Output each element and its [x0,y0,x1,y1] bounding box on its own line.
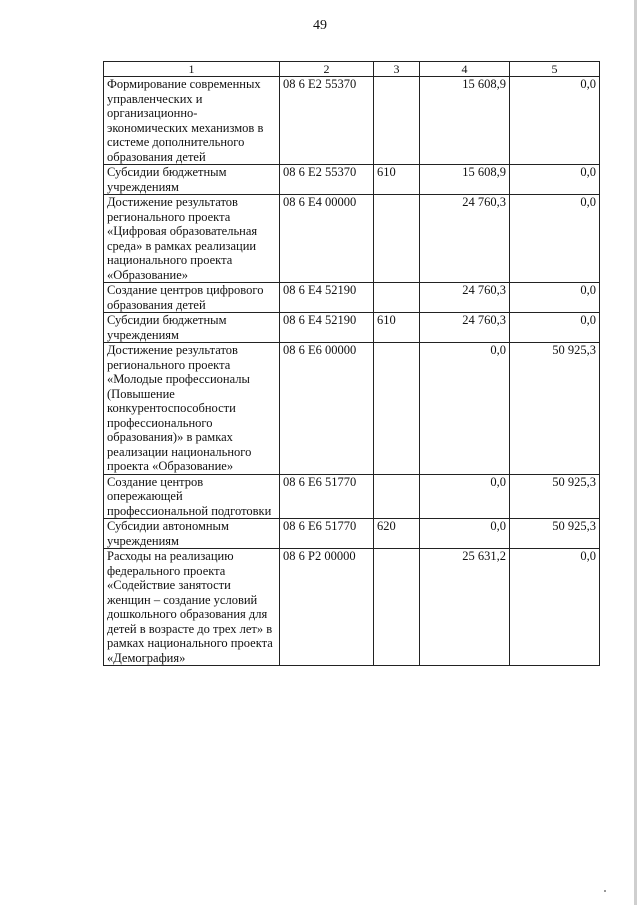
row-value-4: 0,0 [420,474,510,519]
table-row [104,549,600,666]
row-expense-type [374,343,420,475]
row-expense-type [374,283,420,313]
table-row [104,343,600,475]
row-name: Достижение результатов регионального проекта «Молодые профессионалы (Повышение конкурентоспособности профессионального образования)» в рамках реализации национального проекта «Образование» [104,343,280,475]
row-value-4: 25 631,2 [420,549,510,666]
row-name: Субсидии автономным учреждениям [104,519,280,549]
column-header-4: 4 [420,62,510,77]
row-name: Формирование современных управленческих и организационно-экономических механизмов в системе дополнительного образования детей [104,77,280,165]
row-value-5: 0,0 [510,283,600,313]
row-value-4: 24 760,3 [420,313,510,343]
table-row [104,519,600,549]
row-value-4: 0,0 [420,519,510,549]
row-expense-type [374,549,420,666]
budget-table [103,61,600,666]
row-code: 08 6 E4 52190 [280,283,374,313]
table-row [104,165,600,195]
row-expense-type [374,195,420,283]
row-code: 08 6 E6 51770 [280,474,374,519]
row-code: 08 6 E2 55370 [280,165,374,195]
column-header-1: 1 [104,62,280,77]
row-name: Достижение результатов регионального проекта «Цифровая образовательная среда» в рамках реализации национального проекта «Образование» [104,195,280,283]
table-row [104,474,600,519]
row-name: Создание центров цифрового образования детей [104,283,280,313]
row-value-5: 0,0 [510,77,600,165]
row-code: 08 6 E6 51770 [280,519,374,549]
row-expense-type [374,474,420,519]
row-value-4: 15 608,9 [420,77,510,165]
row-code: 08 6 P2 00000 [280,549,374,666]
page-number: 49 [313,18,327,33]
row-value-4: 0,0 [420,343,510,475]
column-header-2: 2 [280,62,374,77]
scan-speck [604,890,606,892]
scan-edge [634,0,637,905]
row-value-4: 24 760,3 [420,283,510,313]
row-value-5: 50 925,3 [510,519,600,549]
table-row [104,195,600,283]
table-row [104,77,600,165]
row-expense-type: 610 [374,165,420,195]
row-value-5: 0,0 [510,549,600,666]
table-row [104,313,600,343]
row-value-4: 24 760,3 [420,195,510,283]
column-header-5: 5 [510,62,600,77]
row-value-5: 0,0 [510,195,600,283]
row-expense-type [374,77,420,165]
header-row [104,62,600,77]
row-name: Субсидии бюджетным учреждениям [104,165,280,195]
row-code: 08 6 E6 00000 [280,343,374,475]
row-name: Создание центров опережающей профессиональной подготовки [104,474,280,519]
row-value-5: 0,0 [510,165,600,195]
column-header-3: 3 [374,62,420,77]
row-name: Субсидии бюджетным учреждениям [104,313,280,343]
row-expense-type: 620 [374,519,420,549]
row-value-5: 50 925,3 [510,474,600,519]
row-code: 08 6 E4 52190 [280,313,374,343]
row-value-5: 0,0 [510,313,600,343]
row-expense-type: 610 [374,313,420,343]
row-name: Расходы на реализацию федерального проекта «Содействие занятости женщин – создание условий дошкольного образования для детей в возрасте до трех лет» в рамках национального проекта «Демография» [104,549,280,666]
row-code: 08 6 E2 55370 [280,77,374,165]
row-value-5: 50 925,3 [510,343,600,475]
table-row [104,283,600,313]
row-code: 08 6 E4 00000 [280,195,374,283]
row-value-4: 15 608,9 [420,165,510,195]
